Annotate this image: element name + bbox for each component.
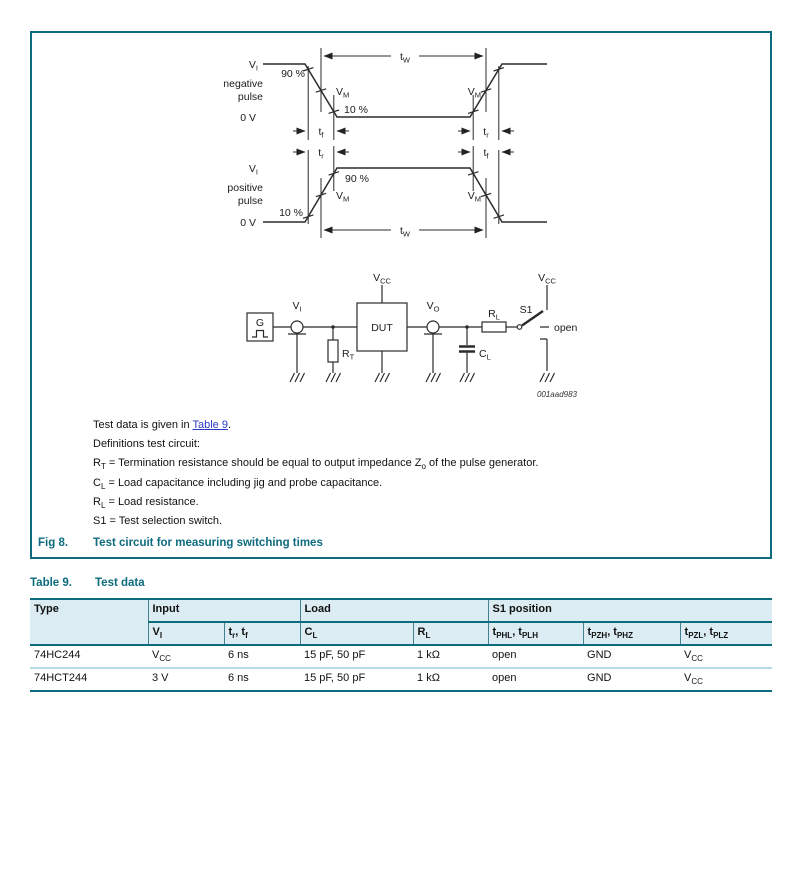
pct90-label: 90 %: [345, 173, 369, 185]
figure-watermark: 001aad983: [536, 390, 577, 399]
vo-label: $V_O$: [426, 300, 440, 314]
table-title: [30, 577, 772, 593]
rl-resistor: [482, 322, 506, 332]
note-cl-definition: $C_L$ = Load capacitance including jig and probe capacitance.: [93, 477, 383, 492]
cell-tr-tf: 6 ns: [228, 672, 249, 684]
col-header-tr-tf: $t_r$, $t_f$: [224, 622, 300, 645]
rt-resistor: [328, 340, 338, 362]
ground-icon: [426, 373, 441, 382]
col-header-tpzh-tphz: $t_{PZH}$, $t_{PHZ}$: [583, 622, 680, 645]
col-header-type: Type: [30, 599, 148, 645]
cell-rl: 1 kΩ: [417, 672, 440, 684]
s1-label: S1: [519, 304, 533, 316]
table-group-header-row: [30, 599, 772, 622]
figure-8-frame: [30, 31, 772, 559]
col-header-tphl-tplh: $t_{PHL}$, $t_{PLH}$: [488, 622, 583, 645]
tf-label: $t_f$: [318, 126, 324, 140]
waveform-diagram: [223, 48, 547, 239]
note-rl-definition: $R_L$ = Load resistance.: [93, 496, 199, 511]
positive-pulse-label: positive: [227, 182, 263, 194]
vm-label: $V_M$: [336, 190, 350, 204]
note-rt-definition: $R_T$ = Termination resistance should be equal to output impedance $Z_o$ of the pulse generator.: [93, 457, 539, 472]
col-group-load: Load: [300, 599, 488, 622]
vm-label: $V_M$: [336, 86, 350, 100]
note-definitions-heading: Definitions test circuit:: [93, 438, 200, 450]
cell-s1-tpzh: GND: [587, 672, 612, 684]
dut-label: DUT: [371, 322, 393, 334]
tw-label: $t_W$: [399, 225, 411, 239]
positive-pulse-waveform: [263, 168, 547, 222]
table-9-link[interactable]: Table 9: [192, 419, 228, 431]
cell-s1-tpzl: $V_{CC}$: [684, 672, 703, 687]
pct90-label: 90 %: [281, 68, 305, 80]
vi-probe: [291, 321, 303, 333]
col-header-vi: $V_I$: [148, 622, 224, 645]
figure-caption: [32, 537, 770, 557]
negative-pulse-waveform: [263, 64, 547, 117]
cell-tr-tf: 6 ns: [224, 645, 300, 668]
tw-label: $t_W$: [399, 51, 411, 65]
cell-cl: 15 pF, 50 pF: [300, 645, 413, 668]
col-header-cl: $C_L$: [300, 622, 413, 645]
rt-label: $R_T$: [342, 348, 355, 362]
ground-icon: [290, 373, 305, 382]
figure-title: Test circuit for measuring switching times: [93, 537, 323, 549]
vm-label: $V_M$: [467, 190, 481, 204]
cell-s1-tphl: open: [488, 645, 583, 668]
vi-label: $V_I$: [292, 300, 302, 314]
cell-type: 74HCT244: [34, 672, 88, 684]
pct10-label: 10 %: [344, 104, 368, 116]
tf-label: $t_f$: [483, 147, 489, 161]
ground-icon: [326, 373, 341, 382]
ground-icon: [460, 373, 475, 382]
cell-vi: $V_{CC}$: [148, 645, 224, 668]
col-header-tpzl-tplz: $t_{PZL}$, $t_{PLZ}$: [680, 622, 772, 645]
rl-label: $R_L$: [488, 308, 500, 322]
col-group-input: Input: [148, 599, 300, 622]
note-s1-definition: S1 = Test selection switch.: [93, 515, 223, 527]
vcc-label: $V_{CC}$: [538, 272, 556, 286]
zero-volt-label: 0 V: [240, 217, 256, 229]
col-group-s1-position: S1 position: [488, 599, 772, 622]
cl-capacitor: [459, 347, 475, 352]
positive-pulse-label: pulse: [237, 195, 263, 207]
cell-s1-tphl: open: [492, 672, 517, 684]
vi-label: $V_I$: [248, 163, 258, 177]
tr-label: $t_r$: [318, 147, 324, 161]
negative-pulse-label: pulse: [237, 91, 263, 103]
tr-label: $t_r$: [483, 126, 489, 140]
table-title-text: Test data: [95, 577, 145, 589]
table-row: [30, 645, 772, 668]
negative-pulse-label: negative: [223, 78, 263, 90]
cell-cl: 15 pF, 50 pF: [304, 672, 366, 684]
ground-icon: [375, 373, 390, 382]
cell-s1-tpzl: $V_{CC}$: [680, 645, 772, 668]
figure-number: Fig 8.: [38, 537, 69, 549]
pct10-label: 10 %: [279, 207, 303, 219]
test-data-table: [30, 598, 772, 692]
table-row: [30, 668, 772, 691]
figure-8-diagram: [32, 33, 770, 408]
vi-label: $V_I$: [248, 59, 258, 73]
cell-vi: 3 V: [152, 672, 169, 684]
zero-volt-label: 0 V: [240, 112, 256, 124]
note-intro: Test data is given in Table 9.: [93, 419, 232, 431]
ground-icon: [540, 373, 555, 382]
table-number: Table 9.: [30, 577, 72, 589]
vcc-label: $V_{CC}$: [373, 272, 391, 286]
col-header-rl: $R_L$: [413, 622, 488, 645]
vo-probe: [427, 321, 439, 333]
test-circuit-diagram: [247, 272, 578, 399]
cl-label: $C_L$: [479, 348, 491, 362]
open-label: open: [554, 322, 578, 334]
cell-s1-tpzh: GND: [583, 645, 680, 668]
cell-rl: 1 kΩ: [413, 645, 488, 668]
cell-type: 74HC244: [30, 645, 148, 668]
vm-label: $V_M$: [467, 86, 481, 100]
generator-label: G: [255, 317, 265, 329]
s1-pole: [517, 325, 522, 330]
